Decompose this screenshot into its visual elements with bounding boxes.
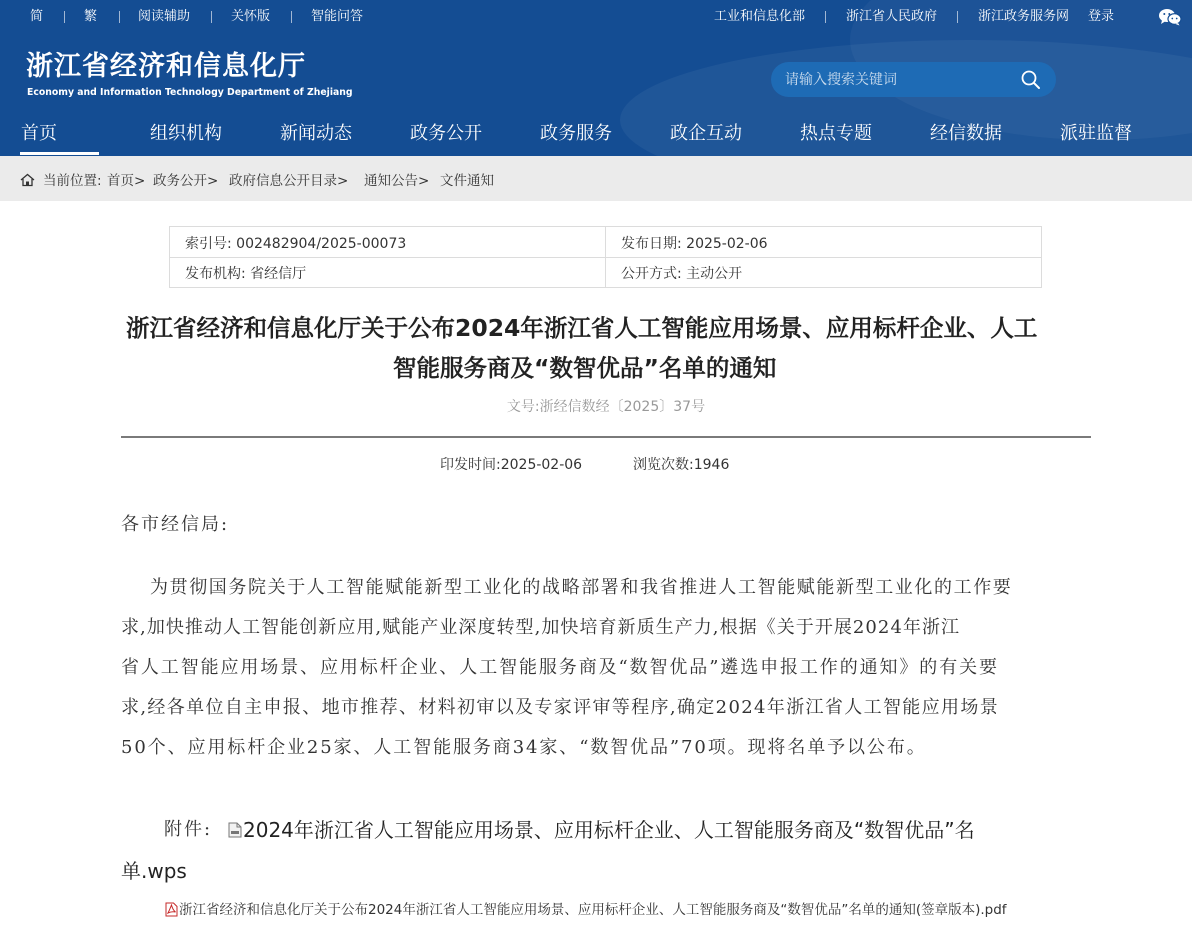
- divider: [825, 11, 826, 23]
- search-input[interactable]: [785, 70, 1010, 89]
- paragraph-line: 省人工智能应用场景、应用标杆企业、人工智能服务商及“数智优品”遴选申报工作的通知》的有关要: [121, 657, 999, 678]
- divider: [957, 11, 958, 23]
- nav-hot-topics[interactable]: 热点专题: [800, 123, 872, 144]
- meta-publisher: 发布机构: 省经信厅: [185, 266, 307, 282]
- issue-time: 印发时间:2025-02-06: [440, 457, 583, 473]
- wps-file-icon: [228, 822, 242, 838]
- divider: [211, 11, 212, 23]
- salutation: 各市经信局:: [121, 514, 230, 535]
- paragraph-line: 求,加快推动人工智能创新应用,赋能产业深度转型,加快培育新质生产力,根据《关于开展2024年浙江: [121, 617, 961, 638]
- nav-organization[interactable]: 组织机构: [150, 123, 222, 144]
- smart-qa-link[interactable]: 智能问答: [311, 9, 364, 24]
- divider: [291, 11, 292, 23]
- wechat-icon[interactable]: [1158, 8, 1182, 26]
- meta-disclosure-method: 公开方式: 主动公开: [621, 266, 743, 282]
- pdf-file-icon: [165, 902, 178, 917]
- meta-index-number: 索引号: 002482904/2025-00073: [185, 236, 407, 252]
- paragraph-line: 50个、应用标杆企业25家、人工智能服务商34家、“数智优品”70项。现将名单予以公布。: [121, 737, 927, 758]
- breadcrumb-file-notices[interactable]: 文件通知: [440, 173, 494, 189]
- breadcrumb-home[interactable]: 首页>: [107, 173, 146, 189]
- article-title-continued: 智能服务商及“数智优品”名单的通知: [393, 354, 777, 382]
- zhejiang-gov-service-link[interactable]: 浙江政务服务网: [978, 9, 1070, 24]
- traditional-chinese-link[interactable]: 繁: [84, 9, 98, 24]
- breadcrumb-prefix: 当前位置:: [43, 173, 102, 189]
- meta-publish-date: 发布日期: 2025-02-06: [621, 236, 768, 252]
- pdf-download-link[interactable]: 浙江省经济和信息化厅关于公布2024年浙江省人工智能应用场景、应用标杆企业、人工智能服务商及“数智优品”名单的通知(签章版本).pdf: [179, 902, 1007, 918]
- paragraph-line: 为贯彻国务院关于人工智能赋能新型工业化的战略部署和我省推进人工智能赋能新型工业化的工作要: [150, 577, 1013, 598]
- active-nav-indicator: [20, 152, 99, 155]
- attachment-link-continued[interactable]: 单.wps: [121, 859, 187, 883]
- site-logo-title[interactable]: 浙江省经济和信息化厅: [26, 51, 306, 82]
- nav-economic-data[interactable]: 经信数据: [930, 123, 1002, 144]
- nav-interaction[interactable]: 政企互动: [670, 123, 742, 144]
- divider: [64, 11, 65, 23]
- divider: [170, 257, 1041, 258]
- attachment-label: 附件:: [164, 819, 213, 840]
- reading-aid-link[interactable]: 阅读辅助: [138, 9, 191, 24]
- title-divider: [121, 436, 1091, 438]
- paragraph-line: 求,经各单位自主申报、地市推荐、材料初审以及专家评审等程序,确定2024年浙江省人工智能应用场景: [121, 697, 1000, 718]
- breadcrumb-government-affairs[interactable]: 政务公开>: [153, 173, 219, 189]
- login-link[interactable]: 登录: [1088, 9, 1115, 24]
- miit-link[interactable]: 工业和信息化部: [714, 9, 806, 24]
- search-icon[interactable]: [1020, 69, 1042, 91]
- article-title: 浙江省经济和信息化厅关于公布2024年浙江省人工智能应用场景、应用标杆企业、人工: [126, 314, 1038, 342]
- breadcrumb-info-catalog[interactable]: 政府信息公开目录>: [229, 173, 349, 189]
- document-number: 文号:浙经信数经〔2025〕37号: [506, 399, 706, 415]
- nav-government-services[interactable]: 政务服务: [540, 123, 612, 144]
- zhejiang-government-link[interactable]: 浙江省人民政府: [846, 9, 938, 24]
- search-box: [771, 62, 1056, 97]
- elderly-care-version-link[interactable]: 关怀版: [231, 9, 271, 24]
- home-icon: [20, 173, 35, 187]
- simplified-chinese-link[interactable]: 简: [30, 9, 44, 24]
- nav-news[interactable]: 新闻动态: [280, 123, 352, 144]
- attachment-link[interactable]: 2024年浙江省人工智能应用场景、应用标杆企业、人工智能服务商及“数智优品”名: [243, 818, 975, 842]
- breadcrumb-notices[interactable]: 通知公告>: [364, 173, 430, 189]
- view-count: 浏览次数:1946: [633, 457, 730, 473]
- nav-government-affairs-disclosure[interactable]: 政务公开: [410, 123, 482, 144]
- nav-home[interactable]: 首页: [21, 123, 57, 144]
- site-logo-subtitle: Economy and Information Technology Department of Zhejiang: [27, 87, 353, 98]
- nav-supervision[interactable]: 派驻监督: [1060, 123, 1132, 144]
- divider: [119, 11, 120, 23]
